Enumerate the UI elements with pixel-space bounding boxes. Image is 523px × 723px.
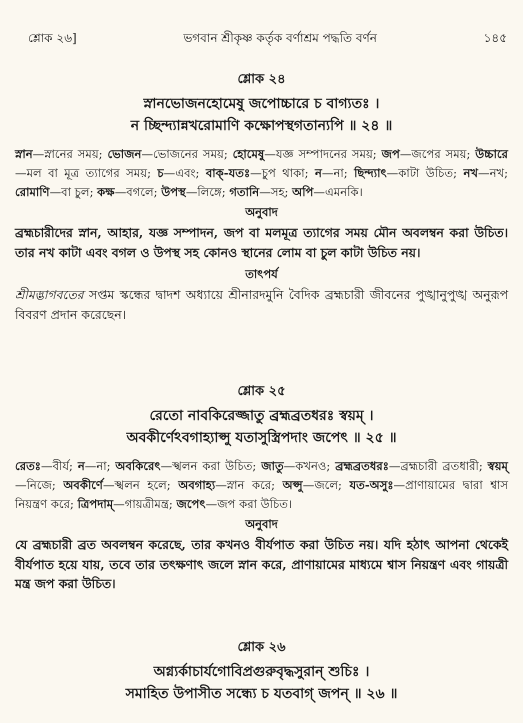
synonym-term: স্নান	[15, 147, 33, 161]
verse-line: রেতো নাবকিরেজ্জাতু ব্রহ্মব্রতধরঃ স্বয়ম্‌ ।	[149, 408, 374, 424]
synonym-meaning: —এবং;	[163, 166, 206, 180]
sloka-24-label: শ্লোক ২৪	[237, 72, 286, 87]
synonym-meaning: —না;	[84, 459, 116, 473]
synonym-meaning: —কখনও;	[283, 459, 336, 473]
verse-line: সমাহিত উপাসীত সন্ধ্যে চ যতবাগ্‌ জপন্‌ ॥ ২৬ ॥	[125, 686, 398, 702]
sloka-26-verse	[12, 661, 511, 705]
sloka-24-section	[12, 70, 511, 324]
synonym-meaning: —কাটা উচিত;	[386, 166, 464, 180]
synonym-meaning: —জলে;	[302, 478, 350, 492]
synonym-meaning: —গায়ত্রীমন্ত্র;	[113, 497, 177, 511]
purport-book-title: শ্রীমদ্ভাগবতের	[15, 287, 84, 302]
synonym-term: ত্রিপদাম্‌	[77, 497, 114, 511]
synonym-meaning: —নিজে;	[15, 478, 64, 492]
synonym-term: যত-অসুঃ	[349, 478, 394, 492]
synonym-meaning: —সহ;	[259, 185, 293, 199]
synonym-term: জপ	[381, 147, 400, 161]
synonym-term: ন	[314, 166, 322, 180]
header-chapter-title: ভগবান শ্রীকৃষ্ণ কর্তৃক বর্ণাশ্রম পদ্ধতি বর্ণন	[183, 31, 377, 45]
synonym-term: উপস্থ	[161, 185, 186, 199]
synonym-meaning: —প্রাণায়ামের দ্বারা শ্বাস নিয়ন্ত্রণ করে;	[15, 478, 508, 511]
synonym-meaning: —বীর্য;	[40, 459, 78, 473]
synonym-meaning: —যজ্ঞ সম্পাদনের সময়;	[264, 147, 382, 161]
sloka-24-purport	[12, 285, 511, 324]
synonym-meaning: —স্নানের সময়;	[32, 147, 108, 161]
sloka-24-purport-heading: তাৎপর্য	[245, 267, 278, 281]
synonym-meaning: —এমনকি।	[313, 185, 363, 199]
verse-line: স্নানভোজনহোমেষু জপোচ্চারে চ বাগ্যতঃ ।	[143, 96, 380, 112]
sloka-25-section	[12, 382, 511, 594]
synonym-meaning: —মল বা মূত্র ত্যাগের সময়;	[15, 166, 158, 180]
sloka-25-translation: যে ব্রহ্মচারী ব্রত অবলম্বন করেছে, তার কখনও বীর্যপাত করা উচিত নয়। যদি হঠাৎ আপনা থেকেই বীর্যপাত হয়ে যায়, তবে তার তৎক্ষণাৎ জলে স্নান করে, প্রাণায়ামের মাধ্যমে শ্বাস নিয়ন্ত্রণ এবং গায়ত্রী মন্ত্র জপ করা উচিত।	[15, 537, 508, 591]
sloka-25-translation-heading: অনুবাদ	[245, 517, 278, 531]
synonym-term: অপি	[292, 185, 314, 199]
verse-line: অগ্ন্যর্কাচার্যগোবিপ্রগুরুবৃদ্ধসুরান্‌ শুচিঃ ।	[153, 664, 370, 680]
synonym-meaning: —জপের সময়;	[399, 147, 476, 161]
sloka-24-verse	[12, 93, 511, 137]
synonym-meaning: —স্নান করে;	[215, 478, 283, 492]
synonym-term: স্বয়ম্‌	[487, 459, 508, 473]
sloka-25-synonyms	[12, 457, 511, 514]
synonym-term: ন	[77, 459, 85, 473]
synonym-term: অবকিরেৎ	[115, 459, 161, 473]
synonym-term: জপেৎ	[176, 497, 206, 511]
synonym-term: ভোজন	[107, 147, 142, 161]
synonym-meaning: —স্খলন হলে;	[102, 478, 179, 492]
sloka-24-synonyms	[12, 145, 511, 202]
synonym-meaning: —বা চুল;	[49, 185, 98, 199]
synonym-meaning: —না;	[321, 166, 355, 180]
running-header	[28, 30, 507, 50]
synonym-term: নখ	[463, 166, 478, 180]
synonym-term: রেতঃ	[15, 459, 41, 473]
sloka-25-verse	[12, 405, 511, 449]
purport-text: সপ্তম স্কন্ধের দ্বাদশ অধ্যায়ে শ্রীনারদমুনি বৈদিক ব্রহ্মচারী জীবনের পুঙ্খানুপুঙ্খ অনুরূপ বিবরণ প্রদান করেছেন।	[15, 287, 508, 322]
sloka-25-label: শ্লোক ২৫	[237, 384, 286, 399]
sloka-24-translation-heading: অনুবাদ	[245, 205, 278, 219]
synonym-term: কক্ষ	[97, 185, 115, 199]
synonym-meaning: —ব্রহ্মচারী ব্রতধারী;	[388, 459, 488, 473]
header-verse-ref: শ্লোক ২৬]	[28, 31, 77, 45]
page-number: ১৪৫	[483, 31, 507, 45]
verse-line: অবকীর্ণেঽবগাহ্যাপ্সু যতাসুস্ত্রিপদাং জপেৎ ॥ ২৫ ॥	[126, 430, 397, 446]
verse-line: ন চ্ছিন্দ্যান্নখরোমাণি কক্ষোপস্থগতান্যপি ॥ ২৪ ॥	[130, 118, 393, 134]
synonym-term: অবগাহ্য	[178, 478, 216, 492]
synonym-term: হোমেষু	[232, 147, 265, 161]
synonym-meaning: —স্খলন করা উচিত;	[160, 459, 262, 473]
synonym-term: জাতু	[261, 459, 284, 473]
synonym-term: বাক্‌-যতঃ	[205, 166, 251, 180]
synonym-meaning: —বগলে;	[114, 185, 162, 199]
synonym-term: রোমাণি	[15, 185, 50, 199]
synonym-meaning: —নখ;	[477, 166, 509, 180]
sloka-26-section	[12, 638, 511, 705]
synonym-meaning: —চুপ থাকা;	[250, 166, 315, 180]
sloka-26-label: শ্লোক ২৬	[237, 640, 286, 655]
synonym-meaning: —ভোজনের সময়;	[141, 147, 233, 161]
synonym-term: ব্রহ্মব্রতধরঃ	[335, 459, 389, 473]
synonym-term: উচ্চারে	[475, 147, 508, 161]
synonym-term: অবকীর্ণে	[63, 478, 103, 492]
sloka-24-translation: ব্রহ্মচারীদের স্নান, আহার, যজ্ঞ সম্পাদন, জপ বা মলমূত্র ত্যাগের সময় মৌন অবলম্বন করা উচিত। তার নখ কাটা এবং বগল ও উপস্থ সহ কোনও স্থানের লোম বা চুল কাটা উচিত নয়।	[15, 225, 508, 260]
synonym-meaning: —জপ করা উচিত।	[205, 497, 293, 511]
synonym-term: গতানি	[229, 185, 260, 199]
synonym-meaning: —লিঙ্গে;	[185, 185, 230, 199]
synonym-term: ছিন্দ্যাৎ	[354, 166, 387, 180]
synonym-term: চ	[157, 166, 164, 180]
synonym-term: অপ্সু	[282, 478, 303, 492]
